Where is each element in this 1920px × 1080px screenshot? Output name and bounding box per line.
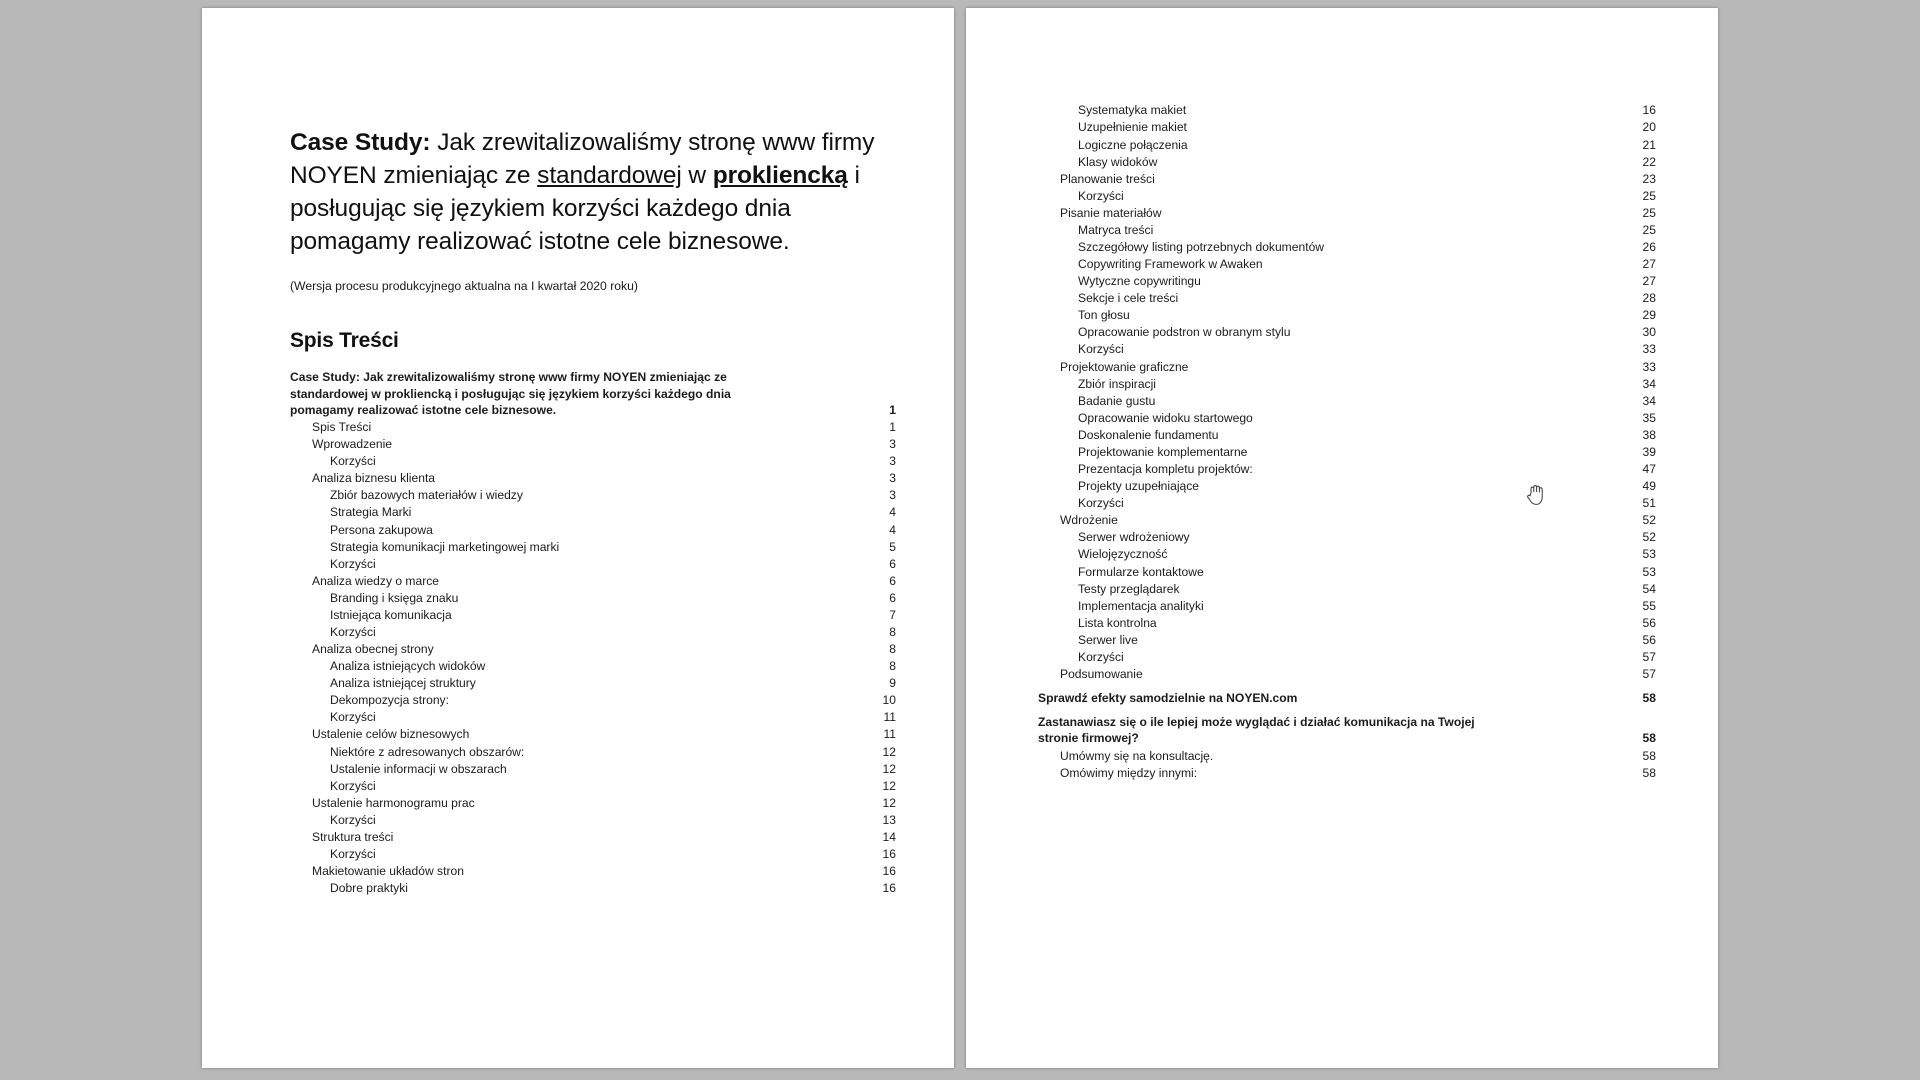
toc-entry[interactable] xyxy=(290,538,896,555)
toc-entry-label: Korzyści xyxy=(330,454,376,469)
toc-entry-label: Projekty uzupełniające xyxy=(1078,479,1200,494)
toc-entry[interactable] xyxy=(1038,614,1656,631)
page-title-mid: w xyxy=(681,162,713,189)
toc-entry-page-number: 54 xyxy=(1642,581,1656,596)
toc-entry-label: Sekcje i cele treści xyxy=(1078,291,1179,306)
toc-entry-page-number: 7 xyxy=(889,607,896,622)
toc-entry[interactable] xyxy=(1038,273,1656,290)
toc-entry-label: Serwer wdrożeniowy xyxy=(1078,530,1190,545)
toc-entry[interactable] xyxy=(1038,341,1656,358)
toc-entry-page-number: 4 xyxy=(889,522,896,537)
toc-entry-page-number: 53 xyxy=(1642,564,1656,579)
toc-entry-label: Umówmy się na konsultację. xyxy=(1060,748,1214,763)
toc-entry-label: Logiczne połączenia xyxy=(1078,137,1188,152)
toc-entry-page-number: 11 xyxy=(883,727,896,742)
toc-entry[interactable] xyxy=(1038,409,1656,426)
toc-entry-page-number: 30 xyxy=(1642,325,1656,340)
toc-entry-label: Matryca treści xyxy=(1078,222,1154,237)
toc-entry-page-number: 27 xyxy=(1642,274,1656,289)
toc-entry-page-number: 8 xyxy=(889,642,896,657)
toc-entry-label: Formularze kontaktowe xyxy=(1078,564,1204,579)
toc-entry[interactable] xyxy=(1038,764,1656,781)
toc-entry-label: Pisanie materiałów xyxy=(1060,205,1162,220)
toc-entry[interactable] xyxy=(1038,747,1656,764)
toc-entry-label: Wytyczne copywritingu xyxy=(1078,274,1201,289)
toc-entry-label: Podsumowanie xyxy=(1060,666,1143,681)
toc-entry-page-number: 20 xyxy=(1642,120,1656,135)
toc-entry-page-number: 12 xyxy=(882,744,896,759)
toc-entry-page-number: 5 xyxy=(889,539,896,554)
toc-entry[interactable] xyxy=(290,419,896,436)
toc-entry-page-number: 29 xyxy=(1642,308,1656,323)
toc-entry-label: Serwer live xyxy=(1078,632,1138,647)
toc-entry-page-number: 33 xyxy=(1642,359,1656,374)
toc-entry-label: Ton głosu xyxy=(1078,308,1130,323)
toc-entry[interactable] xyxy=(290,675,896,692)
toc-entry-label: Dekompozycja strony: xyxy=(330,693,449,708)
toc-entry-page-number: 13 xyxy=(882,812,896,827)
toc-entry[interactable] xyxy=(1038,153,1656,170)
toc-entry[interactable] xyxy=(1038,119,1656,136)
toc-entry[interactable] xyxy=(290,369,896,419)
toc-entry-label: Wielojęzyczność xyxy=(1078,547,1168,562)
toc-entry-page-number: 25 xyxy=(1642,205,1656,220)
toc-entry[interactable] xyxy=(1038,290,1656,307)
toc-entry[interactable] xyxy=(290,692,896,709)
toc-entry[interactable] xyxy=(1038,375,1656,392)
toc-entry[interactable] xyxy=(1038,102,1656,119)
toc-entry[interactable] xyxy=(1038,256,1656,273)
page-title-underlined: standardowej xyxy=(537,162,682,189)
toc-entry-label: Zbiór bazowych materiałów i wiedzy xyxy=(330,488,523,503)
toc-entry-page-number: 4 xyxy=(889,505,896,520)
toc-entry-page-number: 57 xyxy=(1642,666,1656,681)
toc-entry-page-number: 35 xyxy=(1642,410,1656,425)
toc-entry-label: Analiza istniejących widoków xyxy=(330,659,486,674)
toc-entry-page-number: 58 xyxy=(1642,748,1656,763)
toc-entry[interactable] xyxy=(290,829,896,846)
toc-entry-page-number: 12 xyxy=(882,778,896,793)
toc-entry-page-number: 51 xyxy=(1642,496,1656,511)
toc-entry[interactable] xyxy=(290,760,896,777)
toc-entry-page-number: 6 xyxy=(889,556,896,571)
toc-entry-page-number: 47 xyxy=(1642,462,1656,477)
toc-entry[interactable] xyxy=(1038,529,1656,546)
toc-entry-label: Korzyści xyxy=(1078,188,1124,203)
toc-entry[interactable] xyxy=(290,846,896,863)
toc-entry-label: Korzyści xyxy=(330,778,376,793)
page-title-lead: Case Study: xyxy=(290,129,431,156)
page-1-content xyxy=(290,8,896,1068)
toc-entry-label: Strategia Marki xyxy=(330,505,412,520)
toc-entry[interactable] xyxy=(290,709,896,726)
toc-entry-label: Projektowanie komplementarne xyxy=(1078,444,1248,459)
toc-entry-page-number: 53 xyxy=(1642,547,1656,562)
toc-entry[interactable] xyxy=(290,589,896,606)
toc-entry-label: Projektowanie graficzne xyxy=(1060,359,1189,374)
toc-entry-label: Implementacja analityki xyxy=(1078,598,1204,613)
toc-entry-page-number: 6 xyxy=(889,590,896,605)
toc-entry-label: Wdrożenie xyxy=(1060,513,1118,528)
toc-entry-label: Case Study: Jak zrewitalizowaliśmy stronę www firmy NOYEN zmieniając ze standardowej w prokliencką i posługując się językiem korzyści każdego dnia pomagamy realizować istotne cele biznesowe. xyxy=(290,370,735,417)
toc-entry[interactable] xyxy=(1038,307,1656,324)
toc-entry[interactable] xyxy=(1038,649,1656,666)
toc-entry-page-number: 12 xyxy=(882,761,896,776)
toc-entry-page-number: 34 xyxy=(1642,376,1656,391)
toc-entry-page-number: 3 xyxy=(889,471,896,486)
toc-entry[interactable] xyxy=(290,658,896,675)
toc-entry[interactable] xyxy=(1038,444,1656,461)
toc-entry-label: Zbiór inspiracji xyxy=(1078,376,1156,391)
toc-entry-label: Korzyści xyxy=(1078,342,1124,357)
toc-entry[interactable] xyxy=(290,453,896,470)
toc-entry-page-number: 26 xyxy=(1642,240,1656,255)
toc-entry-label: Struktura treści xyxy=(312,829,394,844)
toc-entry-page-number: 56 xyxy=(1642,632,1656,647)
toc-entry-page-number: 3 xyxy=(889,437,896,452)
toc-entry[interactable] xyxy=(290,880,896,897)
toc-entry[interactable] xyxy=(1038,239,1656,256)
toc-entry-label: Analiza biznesu klienta xyxy=(312,471,436,486)
toc-entry-label: Klasy widoków xyxy=(1078,154,1158,169)
toc-entry-page-number: 57 xyxy=(1642,649,1656,664)
toc-entry[interactable] xyxy=(290,863,896,880)
toc-entry[interactable] xyxy=(1038,187,1656,204)
toc-entry-page-number: 52 xyxy=(1642,513,1656,528)
toc-entry-label: Ustalenie informacji w obszarach xyxy=(330,761,507,776)
toc-entry-page-number: 8 xyxy=(889,625,896,639)
toc-entry-page-number: 58 xyxy=(1642,765,1656,780)
toc-entry-page-number: 1 xyxy=(889,420,896,435)
toc-entry-page-number: 16 xyxy=(882,881,896,896)
toc-entry[interactable] xyxy=(290,641,896,658)
toc-entry-label: Ustalenie celów biznesowych xyxy=(312,727,470,742)
toc-entry-page-number: 23 xyxy=(1642,171,1656,186)
toc-entry-label: Badanie gustu xyxy=(1078,393,1156,408)
toc-entry-label: Dobre praktyki xyxy=(330,881,408,896)
toc-entry[interactable] xyxy=(290,487,896,504)
toc-entry[interactable] xyxy=(290,470,896,487)
version-note: (Wersja procesu produkcyjnego aktualna na I kwartał 2020 roku) xyxy=(290,279,638,293)
page-title xyxy=(290,126,896,258)
toc-entry-label: Doskonalenie fundamentu xyxy=(1078,427,1219,442)
toc-entry-page-number: 21 xyxy=(1642,137,1656,152)
toc-entry-page-number: 25 xyxy=(1642,188,1656,203)
toc-entry-page-number: 16 xyxy=(882,847,896,862)
toc-entry-label: Ustalenie harmonogramu prac xyxy=(312,795,475,810)
document-page-2 xyxy=(966,8,1718,1068)
toc-entry[interactable] xyxy=(1038,478,1656,495)
toc-entry-page-number: 25 xyxy=(1642,222,1656,237)
toc-entry-page-number: 28 xyxy=(1642,291,1656,306)
toc-entry[interactable] xyxy=(1038,546,1656,563)
page-2-content xyxy=(1038,86,1656,781)
toc-entry-page-number: 55 xyxy=(1642,598,1656,613)
toc-entry[interactable] xyxy=(1038,580,1656,597)
toc-entry[interactable] xyxy=(290,555,896,572)
toc-entry[interactable] xyxy=(1038,170,1656,187)
toc-entry-label: Szczegółowy listing potrzebnych dokumentów xyxy=(1078,240,1325,255)
page-title-rest-2: i posługując się językiem korzyści każdego dnia pomagamy realizować istotne cele biznesowe. xyxy=(290,162,860,255)
toc-entry-label: Planowanie treści xyxy=(1060,171,1155,186)
toc-entry-label: Korzyści xyxy=(330,847,376,862)
toc-entry[interactable] xyxy=(1038,358,1656,375)
toc-entry-label: Sprawdź efekty samodzielnie na NOYEN.com xyxy=(1038,691,1298,706)
toc-entry-label: Opracowanie widoku startowego xyxy=(1078,410,1253,425)
toc-entry[interactable] xyxy=(290,777,896,794)
toc-entry-label: Korzyści xyxy=(330,710,376,725)
toc-entry-label: Uzupełnienie makiet xyxy=(1078,120,1187,135)
toc-entry-label: Niektóre z adresowanych obszarów: xyxy=(330,744,525,759)
table-of-contents-page-1 xyxy=(290,369,896,897)
toc-entry[interactable] xyxy=(1038,690,1656,707)
toc-entry-page-number: 9 xyxy=(889,676,896,691)
toc-entry[interactable] xyxy=(290,607,896,624)
toc-entry[interactable] xyxy=(1038,512,1656,529)
toc-entry-label: Korzyści xyxy=(1078,649,1124,664)
toc-entry-page-number: 22 xyxy=(1642,154,1656,169)
toc-entry-label: Korzyści xyxy=(330,556,376,571)
toc-entry-page-number: 52 xyxy=(1642,530,1656,545)
toc-entry-page-number: 12 xyxy=(882,795,896,810)
toc-entry-label: Istniejąca komunikacja xyxy=(330,607,452,622)
toc-entry[interactable] xyxy=(1038,597,1656,614)
toc-entry[interactable] xyxy=(290,521,896,538)
toc-entry-page-number: 33 xyxy=(1642,342,1656,357)
toc-entry-page-number: 58 xyxy=(1642,691,1656,706)
toc-heading: Spis Treści xyxy=(290,329,399,352)
toc-entry-label: Systematyka makiet xyxy=(1078,103,1187,118)
toc-entry[interactable] xyxy=(1038,631,1656,648)
toc-entry[interactable] xyxy=(1038,714,1656,747)
toc-entry-page-number: 3 xyxy=(889,488,896,503)
toc-entry[interactable] xyxy=(290,726,896,743)
toc-entry-page-number: 8 xyxy=(889,659,896,674)
toc-entry[interactable] xyxy=(1038,392,1656,409)
toc-entry-label: Branding i księga znaku xyxy=(330,590,459,605)
toc-entry-label: Testy przeglądarek xyxy=(1078,581,1180,596)
toc-entry-label: Persona zakupowa xyxy=(330,522,433,537)
toc-entry-label: Korzyści xyxy=(330,812,376,827)
toc-entry-label: Wprowadzenie xyxy=(312,437,392,452)
toc-entry-label: Analiza wiedzy o marce xyxy=(312,573,440,588)
toc-entry-page-number: 1 xyxy=(889,402,896,417)
toc-entry-page-number: 34 xyxy=(1642,393,1656,408)
toc-entry[interactable] xyxy=(290,504,896,521)
toc-entry-page-number: 56 xyxy=(1642,615,1656,630)
toc-entry[interactable] xyxy=(290,624,896,641)
toc-entry[interactable] xyxy=(1038,136,1656,153)
toc-entry[interactable] xyxy=(1038,666,1656,683)
table-of-contents-page-2 xyxy=(1038,102,1656,781)
toc-entry-label: Omówimy między innymi: xyxy=(1060,765,1198,780)
toc-entry[interactable] xyxy=(290,743,896,760)
toc-entry[interactable] xyxy=(290,436,896,453)
toc-entry[interactable] xyxy=(1038,204,1656,221)
toc-entry[interactable] xyxy=(1038,461,1656,478)
toc-entry[interactable] xyxy=(1038,426,1656,443)
toc-entry-label: Korzyści xyxy=(330,625,376,639)
toc-entry-label: Lista kontrolna xyxy=(1078,615,1157,630)
toc-entry-page-number: 38 xyxy=(1642,427,1656,442)
toc-entry[interactable] xyxy=(290,794,896,811)
toc-entry-page-number: 14 xyxy=(882,829,896,844)
toc-entry-label: Zastanawiasz się o ile lepiej może wyglądać i działać komunikacja na Twojej stronie firmowej? xyxy=(1038,715,1479,746)
toc-entry[interactable] xyxy=(290,572,896,589)
toc-entry-label: Makietowanie układów stron xyxy=(312,864,464,879)
toc-entry-label: Strategia komunikacji marketingowej marki xyxy=(330,539,560,554)
toc-entry-page-number: 11 xyxy=(883,710,896,725)
toc-entry-page-number: 3 xyxy=(889,454,896,469)
toc-entry-label: Opracowanie podstron w obranym stylu xyxy=(1078,325,1291,340)
toc-entry[interactable] xyxy=(1038,324,1656,341)
toc-entry-label: Korzyści xyxy=(1078,496,1124,511)
toc-entry[interactable] xyxy=(1038,563,1656,580)
toc-entry-label: Prezentacja kompletu projektów: xyxy=(1078,462,1253,477)
document-page-1 xyxy=(202,8,954,1068)
toc-entry-label: Analiza istniejącej struktury xyxy=(330,676,476,691)
toc-entry-page-number: 49 xyxy=(1642,479,1656,494)
toc-entry-page-number: 16 xyxy=(882,864,896,879)
toc-entry-page-number: 10 xyxy=(882,693,896,708)
toc-entry-page-number: 39 xyxy=(1642,444,1656,459)
toc-entry-label: Spis Treści xyxy=(312,420,372,435)
toc-entry-page-number: 58 xyxy=(1642,731,1656,746)
toc-entry-page-number: 6 xyxy=(889,573,896,588)
toc-entry[interactable] xyxy=(1038,222,1656,239)
page-title-bold-underlined: prokliencką xyxy=(712,162,848,189)
toc-entry-page-number: 27 xyxy=(1642,257,1656,272)
page-title-rest-1: Jak zrewitalizowaliśmy stronę www firmy NOYEN zmieniając ze xyxy=(290,129,875,189)
toc-entry[interactable] xyxy=(290,811,896,828)
toc-entry-page-number: 16 xyxy=(1642,103,1656,118)
toc-entry-label: Analiza obecnej strony xyxy=(312,642,434,657)
toc-entry[interactable] xyxy=(1038,495,1656,512)
toc-entry-label: Copywriting Framework w Awaken xyxy=(1078,257,1263,272)
